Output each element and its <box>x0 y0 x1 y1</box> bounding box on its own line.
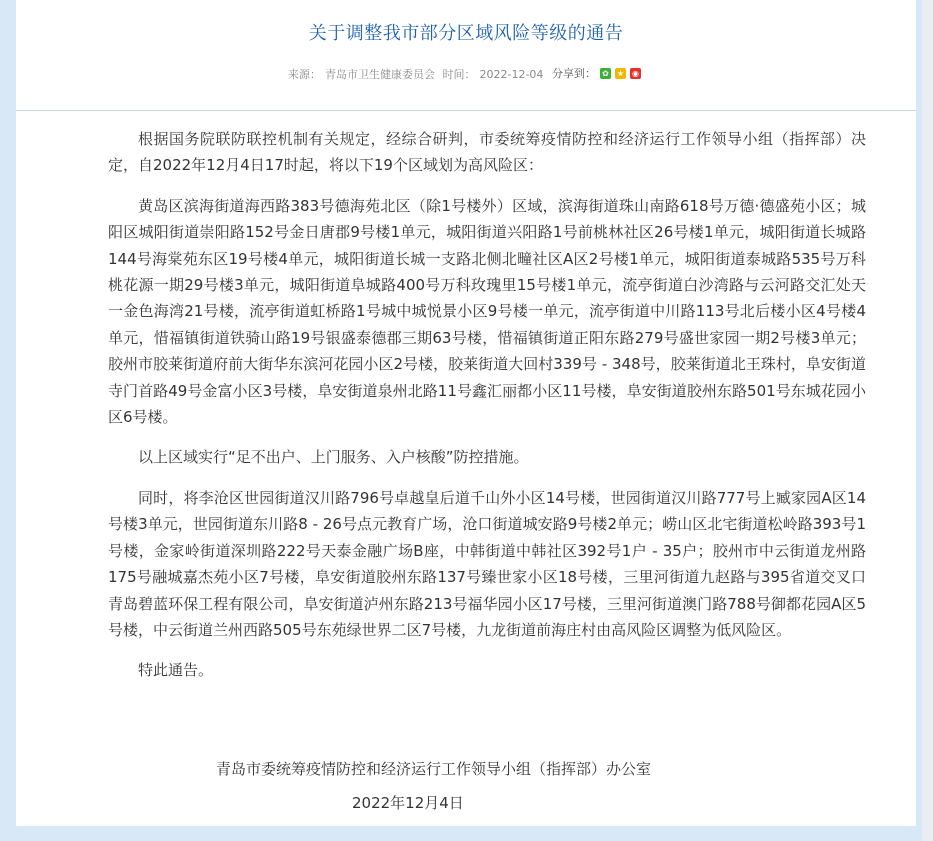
share-bar <box>552 65 641 81</box>
weibo-icon[interactable]: ◉ <box>630 68 641 79</box>
wechat-icon[interactable]: ✿ <box>600 68 611 79</box>
qzone-icon[interactable]: ★ <box>616 68 625 78</box>
article-body <box>108 126 866 698</box>
publish-date: 2022-12-04 <box>479 68 544 81</box>
paragraph: 同时，将李沧区世园街道汉川路796号卓越皇后道千山外小区14号楼，世园街道汉川路777号上臧家园A区14号楼3单元，世园街道东川路8 - 26号点元教育广场，沧口街道城安路9号楼2单元；崂山区北宅街道松岭路393号1号楼，金家岭街道深圳路222号天泰金融广场B座，中韩街道中韩社区392号1户 - 35户；胶州市中云街道龙州路175号融城嘉杰苑小区7号楼，阜安街道胶州东路137号臻世家小区18号楼，三里河街道九赵路与395省道交叉口青岛碧蓝环保工程有限公司，阜安街道泸州东路213号福华园小区17号楼，三里河街道澳门路788号御都花园A区5号楼，中云街道兰州西路505号东苑绿世界二区7号楼，九龙街道前海庄村由高风险区调整为低风险区。 <box>108 488 866 639</box>
article-meta <box>288 66 547 82</box>
paragraph: 特此通告。 <box>138 661 214 680</box>
signature: 青岛市委统筹疫情防控和经济运行工作领导小组（指挥部）办公室 <box>216 760 652 778</box>
scrollbar[interactable] <box>922 0 933 841</box>
article-page <box>16 0 916 826</box>
paragraph: 根据国务院联防联控机制有关规定，经综合研判，市委统筹疫情防控和经济运行工作领导小组（指挥部）决定，自2022年12月4日17时起，将以下19个区域划为高风险区： <box>108 130 866 175</box>
signature-date: 2022年12月4日 <box>352 794 464 812</box>
time-label: 时间： <box>442 68 476 81</box>
share-label: 分享到： <box>552 67 596 80</box>
source-name: 青岛市卫生健康委员会 <box>325 68 435 81</box>
source-label: 来源： <box>288 68 321 81</box>
paragraph: 以上区域实行“足不出户、上门服务、入户核酸”防控措施。 <box>138 448 529 467</box>
article-header <box>16 0 916 111</box>
paragraph: 黄岛区滨海街道海西路383号德海苑北区（除1号楼外）区域，滨海街道珠山南路618号万德·德盛苑小区；城阳区城阳街道崇阳路152号金日唐郡9号楼1单元，城阳街道兴阳路1号前桃林社区26号楼1单元，城阳街道长城路144号海棠苑东区19号楼4单元，城阳街道长城一支路北侧北疃社区A区2号楼1单元，城阳街道泰城路535号万科桃花源一期29号楼3单元，城阳街道阜城路400号万科玫瑰里15号楼1单元，流亭街道白沙湾路与云河路交汇处天一金色海湾21号楼，流亭街道虹桥路1号城中城悦景小区9号楼一单元，流亭街道中川路113号北后楼小区4号楼4单元，惜福镇街道铁骑山路19号银盛泰德郡三期63号楼，惜福镇街道正阳东路279号盛世家园一期2号楼3单元；胶州市胶莱街道府前大街华东滨河花园小区2号楼，胶莱街道大回村339号 - 348号，胶莱街道北王珠村，阜安街道寺门首路49号金富小区3号楼，阜安街道泉州北路11号鑫汇丽都小区11号楼，阜安街道胶州东路501号东城花园小区6号楼。 <box>108 196 866 427</box>
page-title: 关于调整我市部分区域风险等级的通告 <box>308 23 624 44</box>
